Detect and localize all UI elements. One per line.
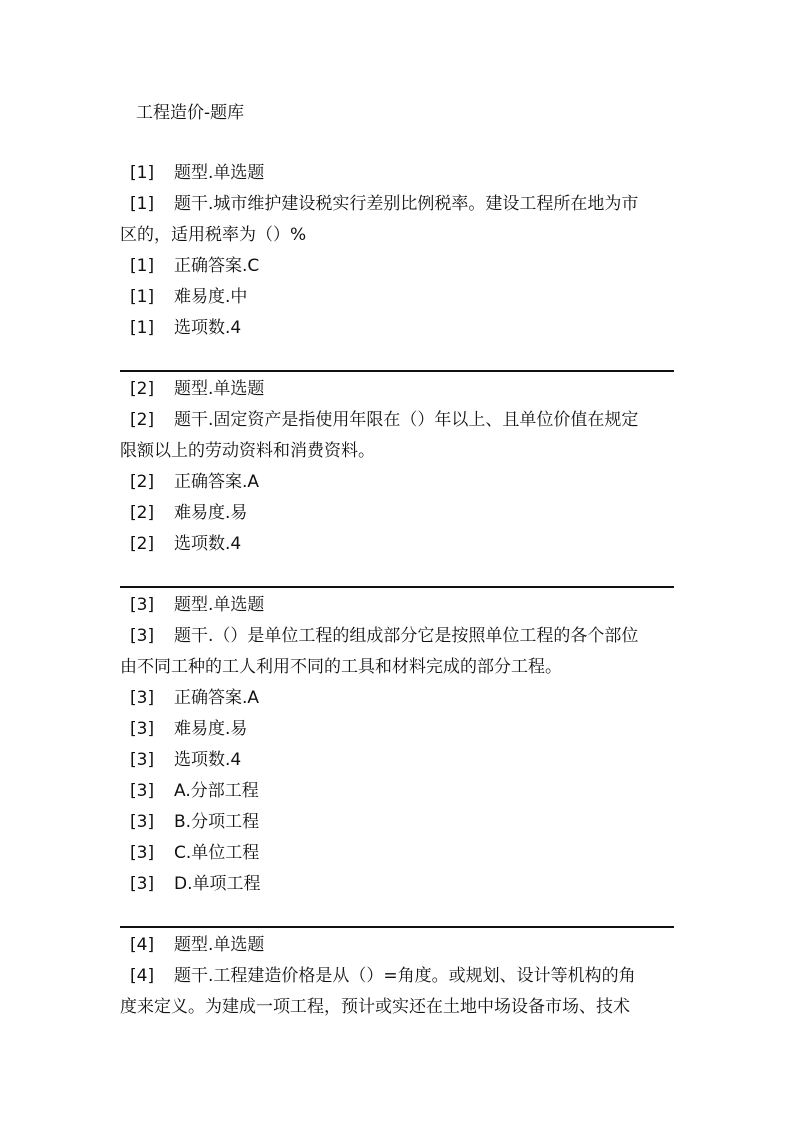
question-type-text: 题型.单选题 [174, 379, 265, 399]
question-option-count [120, 313, 674, 344]
question-difficulty [120, 498, 674, 529]
question-number: [4] [130, 935, 155, 955]
question-number: [3] [130, 750, 155, 770]
question-number: [1] [130, 194, 155, 214]
question-option [120, 869, 674, 900]
question-answer-text: 正确答案.A [174, 472, 260, 492]
question-stem-text: 题干.城市维护建设税实行差别比例税率。建设工程所在地为市 [174, 194, 639, 214]
question-option-count [120, 529, 674, 560]
question-type [120, 158, 674, 189]
question-number: [2] [130, 534, 155, 554]
question-4 [120, 930, 674, 1023]
question-stem-continued: 度来定义。为建成一项工程，预计或实还在土地中场设备市场、技术 [120, 997, 630, 1017]
question-2 [120, 374, 674, 560]
question-stem [120, 961, 674, 992]
question-3 [120, 590, 674, 900]
question-stem-text: 题干.（）是单位工程的组成部分它是按照单位工程的各个部位 [174, 626, 639, 646]
question-type [120, 374, 674, 405]
question-option-count [120, 745, 674, 776]
question-number: [3] [130, 595, 155, 615]
question-stem [120, 621, 674, 652]
question-option [120, 838, 674, 869]
question-number: [2] [130, 410, 155, 430]
question-type-text: 题型.单选题 [174, 163, 265, 183]
question-number: [1] [130, 163, 155, 183]
question-option-text: D.单项工程 [174, 874, 261, 894]
question-number: [3] [130, 719, 155, 739]
question-answer-text: 正确答案.A [174, 688, 260, 708]
question-number: [3] [130, 688, 155, 708]
question-stem-text: 题干.固定资产是指使用年限在（）年以上、且单位价值在规定 [174, 410, 639, 430]
question-difficulty-text: 难易度.中 [174, 287, 248, 307]
question-type-text: 题型.单选题 [174, 935, 265, 955]
question-difficulty [120, 282, 674, 313]
question-answer [120, 683, 674, 714]
question-number: [1] [130, 287, 155, 307]
question-number: [2] [130, 503, 155, 523]
question-option-text: B.分项工程 [174, 812, 260, 832]
question-number: [1] [130, 318, 155, 338]
question-divider [120, 370, 674, 372]
question-option-count-text: 选项数.4 [174, 318, 242, 338]
question-type-text: 题型.单选题 [174, 595, 265, 615]
question-stem-text: 题干.工程建造价格是从（）=角度。或规划、设计等机构的角 [174, 966, 636, 986]
question-number: [3] [130, 843, 155, 863]
question-number: [3] [130, 812, 155, 832]
question-stem-continued: 由不同工种的工人利用不同的工具和材料完成的部分工程。 [120, 657, 562, 677]
question-stem [120, 189, 674, 220]
question-option-text: A.分部工程 [174, 781, 259, 801]
question-answer [120, 467, 674, 498]
question-type [120, 590, 674, 621]
question-difficulty-text: 难易度.易 [174, 503, 248, 523]
question-number: [1] [130, 256, 155, 276]
question-difficulty [120, 714, 674, 745]
question-1 [120, 158, 674, 344]
question-difficulty-text: 难易度.易 [174, 719, 248, 739]
question-divider [120, 586, 674, 588]
question-answer-text: 正确答案.C [174, 256, 260, 276]
question-stem [120, 405, 674, 436]
question-type [120, 930, 674, 961]
question-stem-continued: 区的，适用税率为（）% [120, 225, 307, 245]
question-number: [3] [130, 874, 155, 894]
question-option [120, 807, 674, 838]
question-number: [4] [130, 966, 155, 986]
question-answer [120, 251, 674, 282]
question-number: [3] [130, 781, 155, 801]
question-number: [2] [130, 472, 155, 492]
question-option [120, 776, 674, 807]
question-stem-continued: 限额以上的劳动资料和消费资料。 [120, 441, 375, 461]
question-option-count-text: 选项数.4 [174, 750, 242, 770]
question-number: [2] [130, 379, 155, 399]
question-option-count-text: 选项数.4 [174, 534, 242, 554]
document-title: 工程造价-题库 [136, 103, 245, 123]
question-divider [120, 926, 674, 928]
question-option-text: C.单位工程 [174, 843, 260, 863]
question-number: [3] [130, 626, 155, 646]
